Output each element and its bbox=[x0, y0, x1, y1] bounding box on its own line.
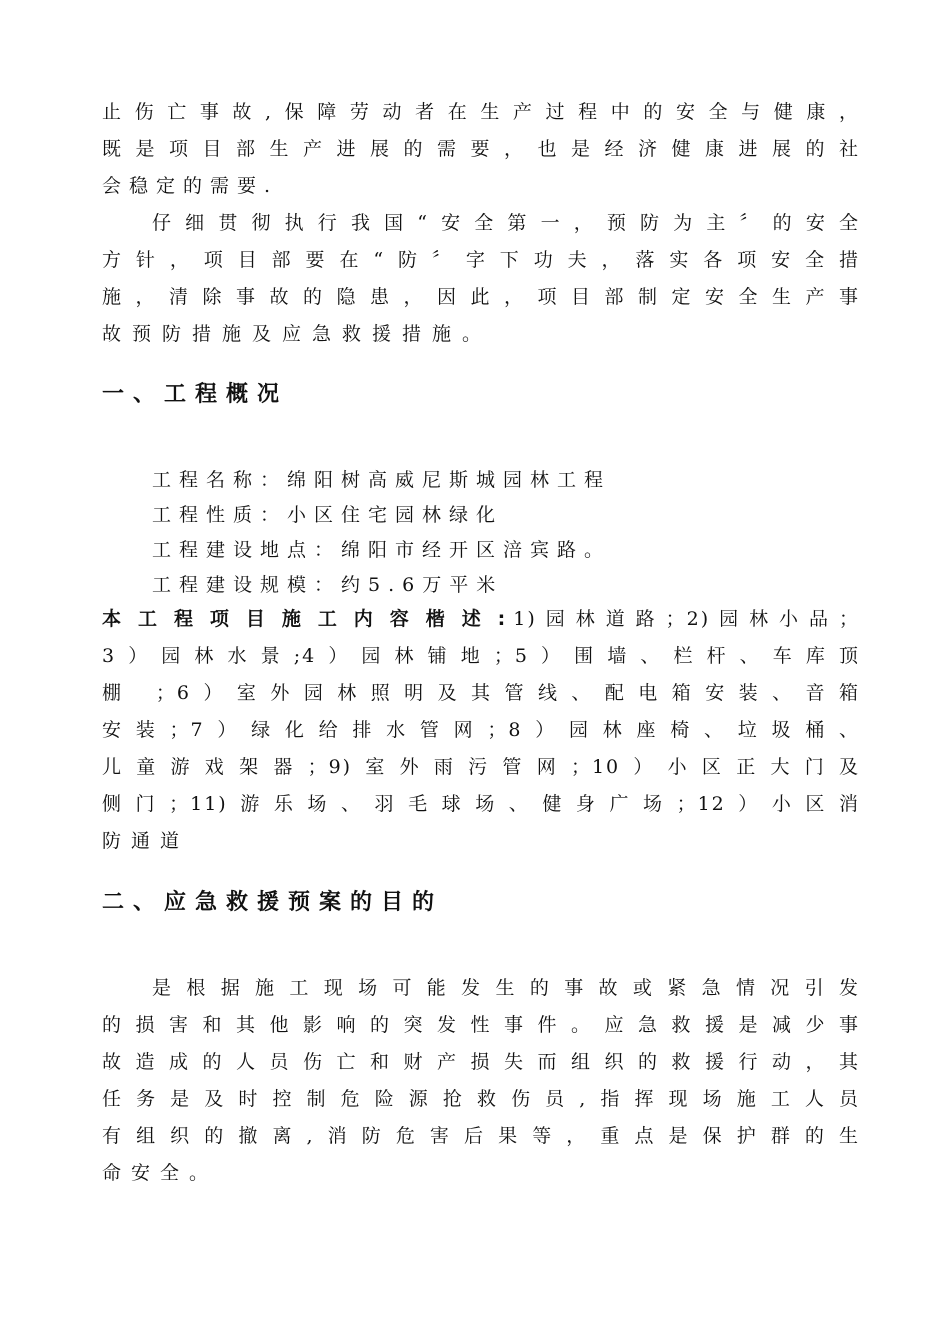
purpose-line-2: 的损害和其他影响的突发性事件。应急救援是减少事 bbox=[102, 1014, 860, 1036]
scope-line-1 bbox=[102, 607, 860, 631]
scope-line-6: 侧门；11)游乐场、羽毛球场、健身广场；12）小区消 bbox=[102, 793, 860, 815]
intro-line-6: 施，清除事故的隐患，因此，项目部制定安全生产事 bbox=[102, 286, 860, 308]
project-location-item: 工程建设地点：绵阳市经开区涪宾路。 bbox=[152, 539, 612, 561]
purpose-line-3: 故造成的人员伤亡和财产损失而组织的救援行动，其 bbox=[102, 1051, 860, 1073]
purpose-line-5: 有组织的撤离,消防危害后果等，重点是保护群的生 bbox=[102, 1125, 860, 1147]
intro-line-1: 止伤亡事故,保障劳动者在生产过程中的安全与健康， bbox=[102, 101, 860, 123]
scope-line-7: 防通道 bbox=[102, 830, 190, 852]
scope-line-2: 3）园林水景;4）园林铺地；5）围墙、栏杆、车库顶 bbox=[102, 645, 860, 667]
scope-line-3: 棚 ；6）室外园林照明及其管线、配电箱安装、音箱 bbox=[102, 682, 860, 704]
purpose-line-4: 任务是及时控制危险源抢救伤员,指挥现场施工人员 bbox=[102, 1088, 860, 1110]
purpose-line-1: 是根据施工现场可能发生的事故或紧急情况引发 bbox=[152, 977, 860, 999]
project-name-item: 工程名称：绵阳树高威尼斯城园林工程 bbox=[152, 469, 612, 491]
project-scale-item: 工程建设规模：约5.6万平米 bbox=[152, 574, 504, 596]
project-nature-item: 工程性质：小区住宅园林绿化 bbox=[152, 504, 504, 526]
intro-line-4: 仔细贯彻执行我国“安全第一，预防为主〞的安全 bbox=[152, 212, 860, 234]
scope-line-5: 儿童游戏架器；9)室外雨污管网；10）小区正大门及 bbox=[102, 756, 860, 778]
intro-line-2: 既是项目部生产进展的需要，也是经济健康进展的社 bbox=[102, 138, 860, 160]
scope-line-4: 安装；7）绿化给排水管网；8）园林座椅、垃圾桶、 bbox=[102, 719, 860, 741]
scope-text-1: 1)园林道路；2)园林小品； bbox=[513, 608, 860, 630]
scope-label: 本工程项目施工内容楷述: bbox=[102, 608, 514, 630]
intro-line-7: 故预防措施及应急救援措施。 bbox=[102, 323, 493, 345]
intro-line-3: 会稳定的需要. bbox=[102, 175, 279, 197]
purpose-line-6: 命安全。 bbox=[102, 1162, 219, 1184]
section2-heading: 二、应急救援预案的目的 bbox=[102, 890, 444, 915]
section1-heading: 一、工程概况 bbox=[102, 382, 289, 407]
intro-line-5: 方针，项目部要在“防〞字下功夫，落实各项安全措 bbox=[102, 249, 860, 271]
